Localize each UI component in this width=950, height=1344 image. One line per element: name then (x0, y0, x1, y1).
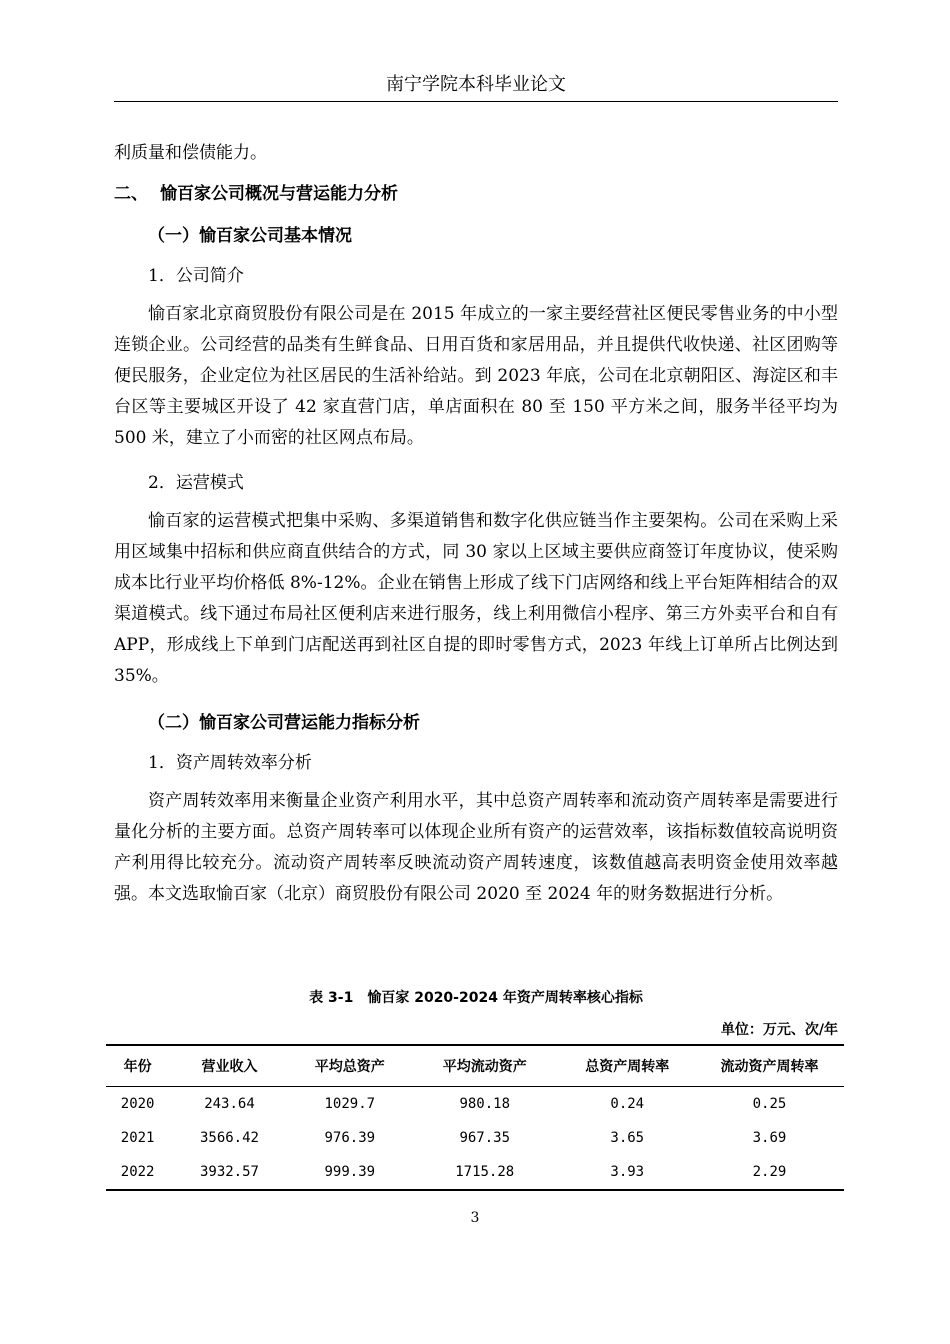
running-header: 南宁学院本科毕业论文 (386, 74, 566, 95)
cell-revenue: 3932.57 (169, 1155, 289, 1190)
header-rule (114, 101, 838, 102)
section-heading (114, 177, 838, 211)
section-number: 二、 (114, 184, 148, 204)
page-content (114, 138, 838, 910)
cell-avg-current-assets: 980.18 (459, 1096, 511, 1112)
table-caption: 表 3-1 愉百家 2020-2024 年资产周转率核心指标 (309, 990, 643, 1006)
cell-avg-current-assets: 1715.28 (410, 1155, 560, 1190)
subsection-heading-1: （一）愉百家公司基本情况 (148, 226, 352, 246)
cell-avg-total-assets: 1029.7 (324, 1096, 376, 1112)
page-number: 3 (470, 1210, 480, 1226)
col-header-revenue: 营业收入 (169, 1045, 289, 1087)
paragraph-asset-turnover: 资产周转效率用来衡量企业资产利用水平，其中总资产周转率和流动资产周转率是需要进行量化分析的主要方面。总资产周转率可以体现企业所有资产的运营效率，该指标数值较高说明资产利用得比较充分。流动资产周转率反映流动资产周转速度，该数值越高表明资金使用效率越强。本文选取愉百家（北京）商贸股份有限公司 2020 至 2024 年的财务数据进行分析。 (114, 791, 838, 904)
col-header-current-asset-turnover: 流动资产周转率 (695, 1045, 844, 1087)
cell-total-asset-turnover: 0.24 (610, 1096, 645, 1112)
cell-revenue: 243.64 (204, 1096, 255, 1112)
col-header-total-asset-turnover: 总资产周转率 (560, 1045, 695, 1087)
table-row (106, 1155, 844, 1190)
subsection-heading-2: （二）愉百家公司营运能力指标分析 (148, 713, 420, 733)
cell-revenue: 3566.42 (199, 1130, 259, 1146)
cell-year: 2022 (106, 1155, 169, 1190)
table-header-row (106, 1045, 844, 1087)
cell-current-asset-turnover: 3.69 (752, 1130, 787, 1146)
table-row (106, 1121, 844, 1155)
col-header-avg-total-assets: 平均总资产 (290, 1045, 410, 1087)
subsubsection-heading-asset-turnover: 1．资产周转效率分析 (148, 753, 312, 773)
asset-turnover-table (106, 1044, 844, 1191)
table-unit: 单位：万元、次/年 (720, 1022, 838, 1038)
cell-total-asset-turnover: 3.93 (560, 1155, 695, 1190)
paragraph-company-profile: 愉百家北京商贸股份有限公司是在 2015 年成立的一家主要经营社区便民零售业务的中小型连锁企业。公司经营的品类有生鲜食品、日用百货和家居用品，并且提供代收快递、社区团购等便民服务，企业定位为社区居民的生活补给站。到 2023 年底，公司在北京朝阳区、海淀区和丰台区等主要城区开设了 42 家直营门店，单店面积在 80 至 150 平方米之间，服务半径平均为 500 米，建立了小而密的社区网点布局。 (114, 304, 838, 448)
paragraph-operating-model: 愉百家的运营模式把集中采购、多渠道销售和数字化供应链当作主要架构。公司在采购上采用区域集中招标和供应商直供结合的方式，同 30 家以上区域主要供应商签订年度协议，使采购成本比行业平均价格低 8%-12%。企业在销售上形成了线下门店网络和线上平台矩阵相结合的双渠道模式。线下通过布局社区便利店来进行服务，线上利用微信小程序、第三方外卖平台和自有 APP，形成线上下单到门店配送再到社区自提的即时零售方式，2023 年线上订单所占比例达到 35%。 (114, 511, 838, 686)
cell-year: 2020 (120, 1096, 155, 1112)
col-header-avg-current-assets: 平均流动资产 (410, 1045, 560, 1087)
cell-avg-current-assets: 967.35 (459, 1130, 511, 1146)
col-header-year: 年份 (106, 1045, 169, 1087)
subsubsection-heading-company-profile: 1．公司简介 (148, 266, 244, 286)
cell-total-asset-turnover: 3.65 (610, 1130, 645, 1146)
cell-avg-total-assets: 999.39 (290, 1155, 410, 1190)
subsubsection-heading-operating-model: 2．运营模式 (148, 473, 244, 493)
cell-year: 2021 (120, 1130, 155, 1146)
cell-avg-total-assets: 976.39 (324, 1130, 376, 1146)
table-row (106, 1087, 844, 1122)
paragraph-continued: 利质量和偿债能力。 (114, 143, 267, 163)
cell-current-asset-turnover: 2.29 (695, 1155, 844, 1190)
cell-current-asset-turnover: 0.25 (752, 1096, 787, 1112)
section-title: 愉百家公司概况与营运能力分析 (160, 184, 398, 204)
